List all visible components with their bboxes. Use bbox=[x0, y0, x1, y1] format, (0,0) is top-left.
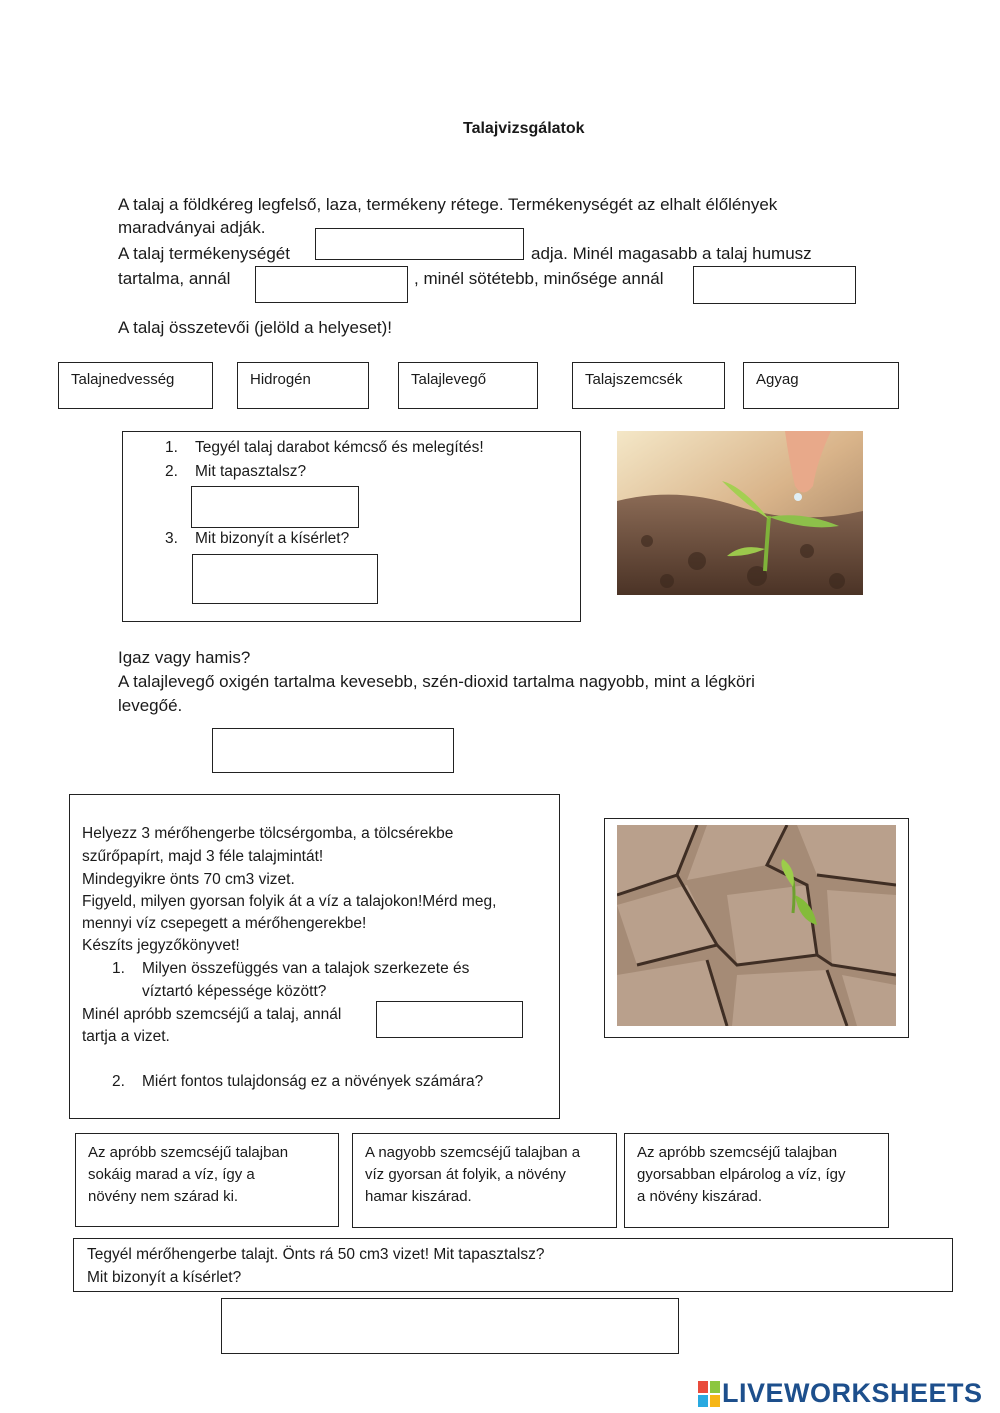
experiment-3-input[interactable] bbox=[221, 1298, 679, 1354]
experiment-3-line-2: Mit bizonyít a kísérlet? bbox=[87, 1269, 242, 1286]
component-option-talajlevego[interactable]: Talajlevegő bbox=[398, 362, 538, 409]
experiment-2-line-6: Készíts jegyzőkönyvet! bbox=[82, 937, 240, 954]
experiment-1-step-3: 3. Mit bizonyít a kísérlet? bbox=[165, 530, 350, 547]
dry-soil-photo bbox=[617, 825, 896, 1026]
truefalse-statement-line-2: levegőé. bbox=[118, 696, 183, 715]
component-option-agyag[interactable]: Agyag bbox=[743, 362, 899, 409]
experiment-2-line-4: Figyeld, milyen gyorsan folyik át a víz a talajokon!Mérd meg, bbox=[82, 893, 497, 910]
choice-3-line-3: a növény kiszárad. bbox=[637, 1188, 763, 1205]
component-option-hidrogen[interactable]: Hidrogén bbox=[237, 362, 369, 409]
experiment-2-line-1: Helyezz 3 mérőhengerbe tölcsérgomba, a tölcsérekbe bbox=[82, 825, 454, 842]
experiment-2-answer-b: tartja a vizet. bbox=[82, 1028, 170, 1045]
choice-1-line-1: Az apróbb szemcséjű talajban bbox=[88, 1144, 289, 1161]
choice-3-line-1: Az apróbb szemcséjű talajban bbox=[637, 1144, 838, 1161]
liveworksheets-logo bbox=[698, 1378, 983, 1409]
truefalse-question: Igaz vagy hamis? bbox=[118, 648, 251, 667]
experiment-2-line-3: Mindegyikre önts 70 cm3 vizet. bbox=[82, 871, 295, 888]
choice-option-3[interactable] bbox=[624, 1133, 889, 1228]
quality-input[interactable] bbox=[693, 266, 856, 304]
intro-line-3a: A talaj termékenységét bbox=[118, 244, 290, 263]
choice-1-line-2: sokáig marad a víz, így a bbox=[88, 1166, 255, 1183]
proof-input[interactable] bbox=[192, 554, 378, 604]
water-retention-input[interactable] bbox=[376, 1001, 523, 1038]
choice-option-2[interactable] bbox=[352, 1133, 617, 1228]
intro-line-2: maradványai adják. bbox=[118, 218, 266, 237]
seedling-photo bbox=[617, 431, 863, 595]
experiment-2-question-1-cont: víztartó képessége között? bbox=[142, 983, 327, 1000]
components-prompt: A talaj összetevői (jelöld a helyeset)! bbox=[118, 318, 393, 337]
page-title: Talajvizsgálatok bbox=[463, 120, 585, 137]
truefalse-statement-line-1: A talajlevegő oxigén tartalma kevesebb, szén-dioxid tartalma nagyobb, mint a légköri bbox=[118, 672, 755, 691]
intro-line-3b: adja. Minél magasabb a talaj humusz bbox=[531, 244, 812, 263]
experiment-2-answer-a: Minél apróbb szemcséjű a talaj, annál bbox=[82, 1006, 342, 1023]
experiment-1-step-1: 1. Tegyél talaj darabot kémcső és melegítés! bbox=[165, 439, 484, 456]
choice-3-line-2: gyorsabban elpárolog a víz, így bbox=[637, 1166, 846, 1183]
truefalse-input[interactable] bbox=[212, 728, 454, 773]
experiment-2-question-1: 1. Milyen összefüggés van a talajok szerkezete és bbox=[112, 960, 470, 977]
component-option-talajszemcsek[interactable]: Talajszemcsék bbox=[572, 362, 725, 409]
experiment-1-step-2: 2. Mit tapasztalsz? bbox=[165, 463, 307, 480]
choice-1-line-3: növény nem szárad ki. bbox=[88, 1188, 239, 1205]
choice-2-line-3: hamar kiszárad. bbox=[365, 1188, 472, 1205]
liveworksheets-logo-text: LIVEWORKSHEETS bbox=[722, 1378, 983, 1408]
humus-input[interactable] bbox=[255, 266, 408, 303]
observation-input[interactable] bbox=[191, 486, 359, 528]
intro-line-4b: , minél sötétebb, minősége annál bbox=[414, 269, 664, 288]
intro-line-1: A talaj a földkéreg legfelső, laza, termékeny rétege. Termékenységét az elhalt élőlények bbox=[118, 195, 778, 214]
component-option-talajnedvesseg[interactable]: Talajnedvesség bbox=[58, 362, 213, 409]
intro-line-4a: tartalma, annál bbox=[118, 269, 231, 288]
liveworksheets-logo-icon bbox=[698, 1381, 720, 1407]
choice-2-line-1: A nagyobb szemcséjű talajban a bbox=[365, 1144, 581, 1161]
experiment-3-line-1: Tegyél mérőhengerbe talajt. Önts rá 50 cm3 vizet! Mit tapasztalsz? bbox=[87, 1246, 545, 1263]
choice-2-line-2: víz gyorsan át folyik, a növény bbox=[365, 1166, 566, 1183]
experiment-2-line-5: mennyi víz csepegett a mérőhengerekbe! bbox=[82, 915, 367, 932]
experiment-2-question-2: 2. Miért fontos tulajdonság ez a növények számára? bbox=[112, 1073, 484, 1090]
experiment-2-line-2: szűrőpapírt, majd 3 féle talajmintát! bbox=[82, 848, 324, 865]
fertility-input[interactable] bbox=[315, 228, 524, 260]
choice-option-1[interactable] bbox=[75, 1133, 339, 1227]
